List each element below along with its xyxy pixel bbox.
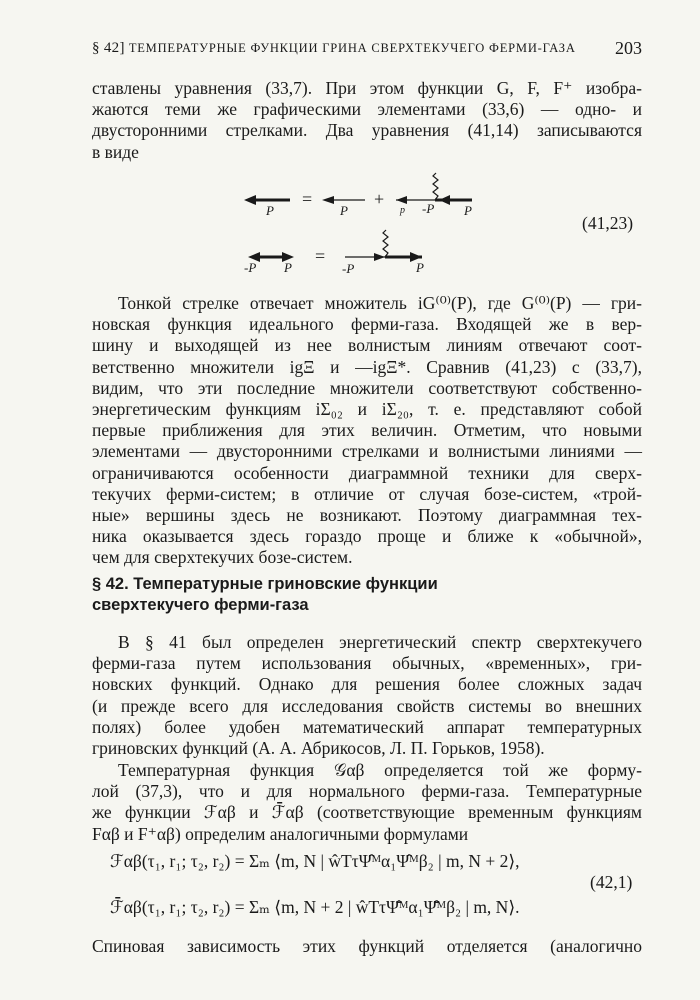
text-line: жаются теми же графическими элементами (33,6) — одно- и [92,99,642,120]
text-line: ставлены уравнения (33,7). При этом функции G, F, F⁺ изобра- [92,78,642,98]
paragraph-3 [92,632,642,759]
diagram-row-2 [244,230,424,276]
label-P: P [284,260,292,275]
text-line: полях) более удобен математический аппарат температурных [92,716,642,737]
text-line: ветственно множители igΞ и —igΞ*. Сравнив (41,23) с (33,7), [92,356,642,377]
label-minusP: -P [422,201,435,216]
text-line: В § 41 был определен энергетический спектр сверхтекучего [118,632,642,652]
diagram-row-1 [244,173,472,218]
text-line: Температурная функция 𝒢αβ определяется той же форму- [118,760,642,780]
paragraph-5 [92,936,642,957]
running-header [92,38,642,62]
header-title: ТЕМПЕРАТУРНЫЕ ФУНКЦИИ ГРИНА СВЕРХТЕКУЧЕГО ФЕРМИ-ГАЗА [128,41,576,55]
paragraph-4 [92,760,642,845]
label-minusP: -P [342,261,355,276]
text-line: видим, что эти последние множители соответствуют собственно- [92,377,642,398]
formula-line-1: ℱαβ(τ₁, r₁; τ₂, r₂) = Σₘ ⟨m, N | ŵTτΨ̂ᴹα₁Ψ̂ᴹβ₂ | m, N + 2⟩, [110,851,520,871]
diagram-equations [230,165,490,285]
section-heading-line-2: сверхтекучего ферми-газа [92,596,309,614]
equals-sign: = [302,189,313,209]
text-line: первые приближения для этих величин. Отметим, что новыми [92,420,642,441]
header-section-title [92,40,576,57]
text-line: чем для сверхтекучих бозе-систем. [92,547,353,568]
text-line: ные» вершины здесь не возникают. Поэтому диаграммная тех- [92,505,642,526]
label-P: P [340,203,348,218]
text-line: Тонкой стрелке отвечает множитель iG⁽⁰⁾(P), где G⁽⁰⁾(P) — гри- [118,293,642,313]
label-P: P [464,203,472,218]
label-P: P [266,203,274,218]
text-line: (и прежде всего для исследования свойств системы во внешних [92,695,642,716]
paragraph-1 [92,78,642,163]
text-line: ограничиваются особенности диаграммной техники для сверх- [92,462,642,483]
text-line: новских функций. Однако для решения более сложных задач [92,674,642,695]
text-line: шину и выходящей из нее волнистым линиям отвечают соот- [92,335,642,356]
formula-42-1 [110,838,590,930]
label-P: P [416,260,424,275]
text-line: двусторонними стрелками. Два уравнения (41,14) записываются [92,120,642,141]
text-line: лой (37,3), что и для нормального ферми-газа. Температурные [92,781,642,802]
text-line: Fαβ и F⁺αβ) определим аналогичными формулами [92,823,469,844]
text-line: новская функция идеального ферми-газа. Входящей же в вер- [92,314,642,335]
text-line: же функции ℱαβ и ℱ̄αβ (соответствующие временным функциям [92,802,642,823]
equation-number-42-1: (42,1) [590,872,633,892]
section-heading-line-1: § 42. Температурные гриновские функции [92,575,438,593]
text-line: ника оказывается здесь гораздо проще и ближе к «обычной», [92,526,642,547]
text-line: в виде [92,141,139,162]
page-number: 203 [615,38,642,58]
section-heading [92,574,642,616]
text-line: гриновских функций (А. А. Абрикосов, Л. П. Горьков, 1958). [92,738,545,759]
label-minusP: -P [244,260,257,275]
equation-number-41-23: (41,23) [582,213,634,233]
paragraph-2 [92,293,642,569]
equals-sign: = [315,246,326,266]
text-line: элементами — двусторонними стрелками и волнистыми линиями — [92,441,642,462]
plus-sign: + [374,189,385,209]
text-line: энергетическим функциям iΣ₀₂ и iΣ₂₀, т. е. представляют собой [92,399,642,420]
label-p-small: p [400,205,405,216]
formula-line-2: ℱ̄αβ(τ₁, r₁; τ₂, r₂) = Σₘ ⟨m, N + 2 | ŵTτΨ̂̄ᴹα₁Ψ̂̄ᴹβ₂ | m, N⟩. [110,897,520,917]
text-line: текучих ферми-систем; в отличие от случая бозе-систем, «трой- [92,483,642,504]
header-section: § 42] [92,40,125,56]
text-line: Спиновая зависимость этих функций отделяется (аналогично [92,936,642,956]
text-line: ферми-газа путем использования обычных, «временных», гри- [92,653,642,674]
